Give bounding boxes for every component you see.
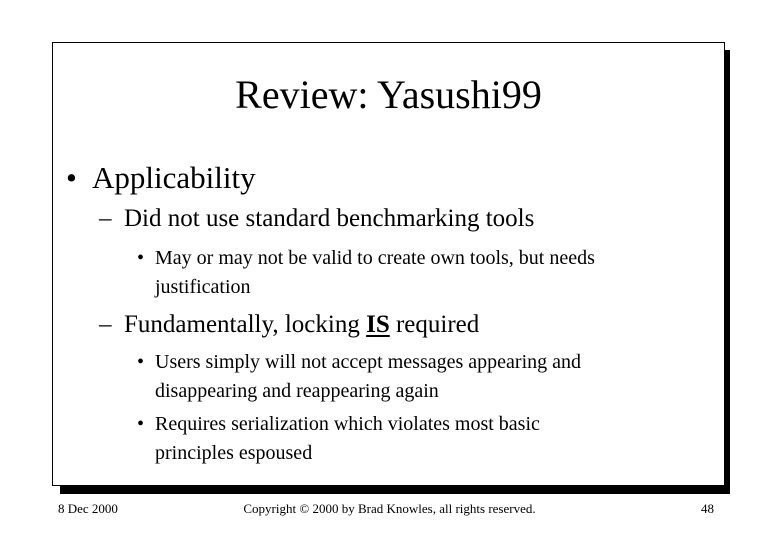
bullet-marker: – (99, 205, 112, 232)
bullet-line: justification (155, 276, 251, 298)
bullet-line: May or may not be valid to create own tools, but needs (155, 247, 595, 269)
bullet-text (155, 348, 581, 406)
bullet-text (124, 310, 479, 340)
locking-prefix: Fundamentally, locking (124, 311, 367, 338)
footer-copyright: Copyright © 2000 by Brad Knowles, all rights reserved. (243, 501, 536, 516)
bullet-line: Users simply will not accept messages appearing and (155, 351, 581, 373)
locking-suffix: required (389, 311, 480, 338)
bullet-line: principles espoused (155, 442, 313, 464)
footer-page-number: 48 (701, 501, 714, 516)
bullet-marker: • (137, 247, 145, 269)
bullet-text: Applicability (92, 160, 256, 195)
bullet-text: Did not use standard benchmarking tools (124, 205, 535, 232)
bullet-marker: – (99, 311, 112, 338)
bullet-marker: • (137, 351, 145, 373)
bullet-text (155, 244, 595, 302)
footer-date: 8 Dec 2000 (58, 501, 118, 516)
bullet-line: disappearing and reappearing again (155, 380, 439, 402)
bullet-line: Requires serialization which violates most basic (155, 413, 540, 435)
bullet-text (155, 410, 540, 468)
locking-emphasis: IS (366, 311, 390, 338)
bullet-marker: • (66, 160, 77, 195)
bullet-marker: • (137, 413, 145, 435)
slide-frame (52, 42, 725, 486)
slide-title: Review: Yasushi99 (235, 72, 542, 117)
